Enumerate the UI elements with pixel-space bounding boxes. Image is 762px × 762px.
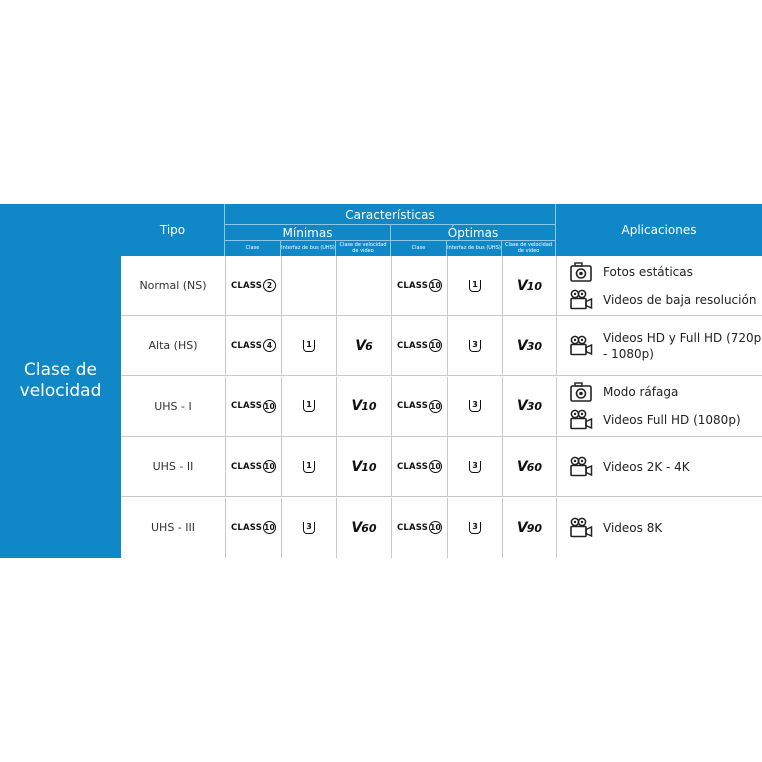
class-number: 10 [430, 341, 441, 351]
video-v-glyph: V [351, 458, 362, 475]
camera-icon [569, 381, 593, 403]
applications-list [557, 498, 762, 558]
video-v-glyph: V [355, 337, 366, 354]
class-number: 10 [430, 523, 441, 533]
table-cell [556, 377, 762, 436]
uhs-logo: 3 [469, 400, 481, 412]
divider [335, 241, 336, 256]
video-class-logo [351, 459, 376, 475]
table-cell [391, 377, 447, 436]
table-cell [391, 498, 447, 558]
table-row [121, 377, 762, 437]
table-cell [336, 256, 391, 315]
table-row [121, 316, 762, 376]
video-v-glyph: V [351, 519, 362, 536]
application-item [569, 381, 762, 403]
table-cell [225, 377, 281, 436]
table-cell [556, 437, 762, 496]
table-cell [336, 437, 391, 496]
table-cell [121, 256, 225, 315]
table-cell [336, 377, 391, 436]
table-cell [281, 498, 336, 558]
speed-class-logo [231, 279, 276, 292]
table-cell [502, 316, 556, 375]
video-class-logo [517, 520, 542, 536]
table-cell [447, 437, 502, 496]
table-cell [281, 256, 336, 315]
video-class-number: 60 [361, 521, 377, 535]
header-caracteristicas: Características [345, 207, 435, 222]
applications-list [557, 256, 762, 315]
table-cell [225, 256, 281, 315]
application-item [569, 517, 762, 539]
camera-icon [569, 261, 593, 283]
tipo-label: UHS - III [151, 521, 195, 535]
table-cell [121, 498, 225, 558]
divider [280, 241, 281, 256]
table-cell [281, 377, 336, 436]
uhs-logo: 3 [469, 522, 481, 534]
video-camera-icon [569, 456, 593, 478]
table-cell [225, 498, 281, 558]
video-class-number: 30 [526, 339, 543, 353]
uhs-logo: 1 [303, 340, 315, 352]
header-opt-video: Clase de velocidad de video [504, 242, 553, 254]
video-class-number: 90 [526, 521, 543, 535]
table-cell [281, 437, 336, 496]
video-class-logo [517, 459, 542, 475]
header-aplicaciones: Aplicaciones [621, 223, 697, 237]
class-number: 10 [430, 281, 441, 290]
video-v-glyph: V [516, 519, 527, 536]
divider [225, 240, 555, 241]
header-tipo: Tipo [159, 223, 186, 237]
class-prefix: CLASS [230, 401, 263, 412]
class-number: 4 [263, 339, 276, 352]
application-item [569, 330, 762, 362]
application-item [569, 261, 762, 283]
application-text: Videos 2K - 4K [603, 459, 690, 474]
header-minimas: Mínimas [282, 226, 333, 240]
uhs-logo: 1 [303, 400, 315, 412]
class-number: 2 [263, 279, 276, 292]
header-min-clase: Clase [245, 244, 260, 251]
video-camera-icon [569, 517, 593, 539]
applications-list [557, 437, 762, 496]
speed-class-logo [231, 460, 276, 473]
table-row [121, 437, 762, 497]
divider [224, 204, 225, 256]
header-min-video: Clase de velocidad de video [339, 242, 387, 254]
uhs-logo: 3 [303, 522, 315, 534]
video-class-logo [517, 278, 542, 294]
table-cell [336, 316, 391, 375]
application-text: Videos Full HD (1080p) [603, 413, 741, 428]
divider [225, 224, 555, 225]
speed-class-logo [397, 400, 442, 413]
sidebar-title: Clase de velocidad [0, 204, 121, 558]
tipo-label: UHS - II [152, 460, 194, 474]
tipo-label: Alta (HS) [148, 339, 198, 353]
divider [446, 241, 447, 256]
speed-class-logo [397, 339, 442, 352]
class-number: 10 [264, 523, 275, 533]
table-cell [336, 498, 391, 558]
class-prefix: CLASS [396, 461, 429, 472]
table-cell [447, 498, 502, 558]
speed-class-logo [231, 521, 276, 534]
speed-class-logo [231, 339, 276, 352]
table-cell [502, 377, 556, 436]
video-class-number: 6 [365, 339, 373, 353]
table-cell [391, 437, 447, 496]
divider [555, 204, 556, 256]
table-cell [556, 316, 762, 375]
class-prefix: CLASS [396, 401, 429, 412]
application-text: Videos HD y Full HD (720p - 1080p) [603, 330, 762, 361]
uhs-logo: 3 [469, 340, 481, 352]
class-prefix: CLASS [230, 280, 263, 291]
table-cell [447, 316, 502, 375]
uhs-logo: 3 [469, 461, 481, 473]
speed-class-logo [397, 521, 442, 534]
uhs-logo: 1 [303, 461, 315, 473]
video-class-logo [351, 520, 376, 536]
uhs-logo: 1 [469, 280, 481, 292]
class-prefix: CLASS [230, 340, 263, 351]
table-cell [225, 437, 281, 496]
video-class-number: 60 [526, 460, 543, 474]
table-cell [121, 437, 225, 496]
table-body [121, 256, 762, 558]
table-cell [121, 377, 225, 436]
class-prefix: CLASS [396, 340, 429, 351]
header-optimas: Óptimas [447, 226, 499, 240]
class-number: 10 [430, 462, 441, 472]
table-cell [391, 256, 447, 315]
application-text: Videos 8K [603, 520, 663, 535]
table-row [121, 498, 762, 558]
speed-class-logo [231, 400, 276, 413]
video-camera-icon [569, 335, 593, 357]
application-item [569, 289, 762, 311]
class-prefix: CLASS [230, 522, 263, 533]
application-item [569, 409, 762, 431]
class-prefix: CLASS [230, 461, 263, 472]
tipo-label: Normal (NS) [139, 279, 207, 292]
tipo-label: UHS - I [154, 399, 192, 413]
video-class-number: 30 [526, 400, 543, 414]
video-class-number: 10 [361, 400, 377, 414]
class-number: 10 [264, 401, 275, 411]
class-prefix: CLASS [396, 280, 429, 291]
table-cell [502, 256, 556, 315]
video-class-number: 10 [361, 460, 377, 474]
table-cell [391, 316, 447, 375]
video-v-glyph: V [516, 398, 527, 415]
video-v-glyph: V [516, 337, 527, 354]
table-cell [502, 498, 556, 558]
video-class-number: 10 [526, 279, 543, 293]
video-class-logo [517, 398, 542, 414]
video-camera-icon [569, 409, 593, 431]
applications-list [557, 316, 762, 375]
class-number: 10 [430, 401, 441, 411]
application-text: Modo ráfaga [603, 385, 679, 400]
video-class-logo [517, 338, 542, 354]
video-class-logo [351, 398, 376, 414]
header-opt-interfaz: Interfaz de bus (UHS) [447, 244, 501, 251]
table-cell [121, 316, 225, 375]
header-opt-clase: Clase [411, 244, 426, 251]
video-v-glyph: V [351, 398, 362, 415]
table-header [121, 204, 762, 256]
table-cell [556, 256, 762, 315]
class-number: 10 [264, 462, 275, 472]
header-min-interfaz: Interfaz de bus (UHS) [281, 244, 335, 251]
table-cell [447, 377, 502, 436]
application-text: Fotos estáticas [603, 264, 693, 279]
application-item [569, 456, 762, 478]
table-cell [281, 316, 336, 375]
table-cell [502, 437, 556, 496]
application-text: Videos de baja resolución [603, 292, 757, 307]
speed-class-table [0, 204, 762, 558]
speed-class-logo [397, 279, 442, 292]
divider [501, 241, 502, 256]
video-camera-icon [569, 289, 593, 311]
table-row [121, 256, 762, 316]
video-v-glyph: V [516, 458, 527, 475]
video-v-glyph: V [516, 277, 527, 294]
speed-class-logo [397, 460, 442, 473]
video-class-logo [355, 338, 373, 354]
class-prefix: CLASS [396, 522, 429, 533]
table-cell [556, 498, 762, 558]
table-cell [225, 316, 281, 375]
applications-list [557, 377, 762, 436]
table-cell [447, 256, 502, 315]
